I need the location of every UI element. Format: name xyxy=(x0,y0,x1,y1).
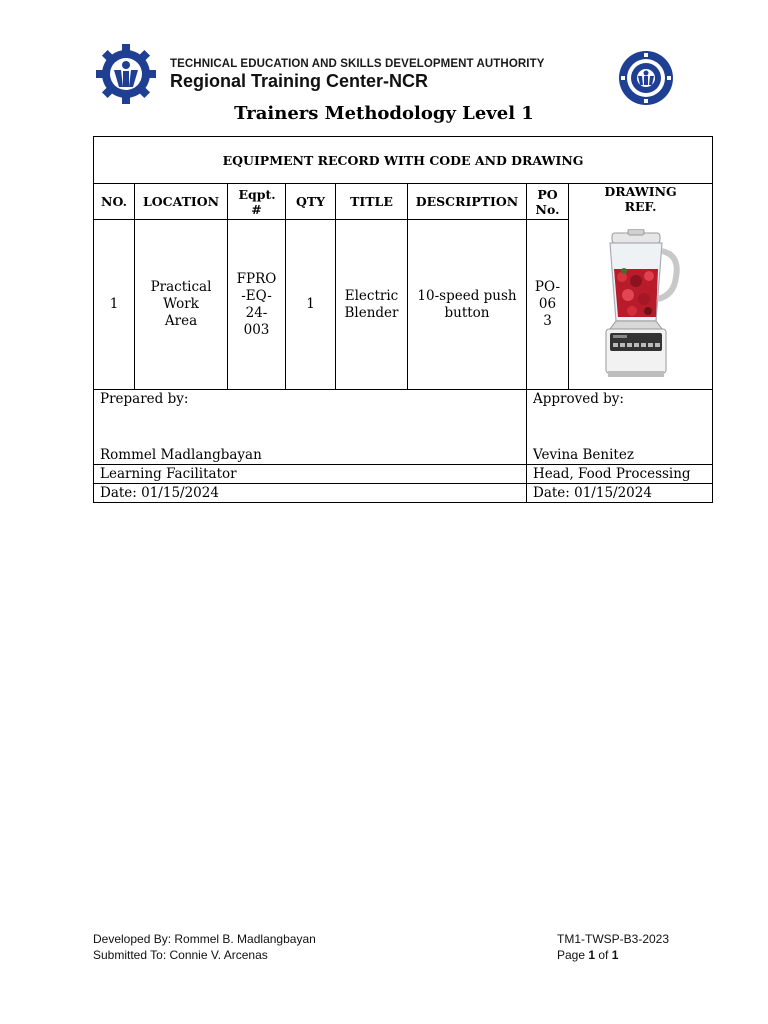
row-po xyxy=(527,220,569,390)
row-title xyxy=(336,220,408,390)
document-title: Trainers Methodology Level 1 xyxy=(234,103,534,124)
approved-date: Date: 01/15/2024 xyxy=(527,484,713,503)
header-eqpt xyxy=(228,184,286,220)
header-title: TITLE xyxy=(336,184,408,220)
page-of: of xyxy=(595,948,612,962)
approved-by-name: Vevina Benitez xyxy=(527,409,713,465)
page-label: Page xyxy=(557,948,589,962)
row-description-text: 10-speed push button xyxy=(417,287,517,321)
header-description: DESCRIPTION xyxy=(408,184,527,220)
blender-image xyxy=(602,229,682,379)
prepared-by-position: Learning Facilitator xyxy=(94,465,527,484)
row-eqpt-text: FPRO -EQ- 24- 003 xyxy=(236,270,277,338)
page-total: 1 xyxy=(611,948,619,962)
prepared-by-name: Rommel Madlangbayan xyxy=(94,409,527,465)
row-location xyxy=(135,220,228,390)
document-header xyxy=(0,0,768,110)
center-name: Regional Training Center-NCR xyxy=(170,71,429,91)
row-po-text: PO- 06 3 xyxy=(534,279,561,329)
header-drawing xyxy=(569,184,713,220)
row-description xyxy=(408,220,527,390)
row-eqpt xyxy=(228,220,286,390)
header-po-text: PO No. xyxy=(535,186,560,217)
approved-by-label: Approved by: xyxy=(527,390,713,409)
agency-name: TECHNICAL EDUCATION AND SKILLS DEVELOPMENT AUTHORITY xyxy=(170,58,545,70)
header-no: NO. xyxy=(94,184,135,220)
approved-by-position: Head, Food Processing xyxy=(527,465,713,484)
page-number: 1 xyxy=(588,948,596,962)
row-title-text: Electric Blender xyxy=(344,287,399,321)
table-caption: EQUIPMENT RECORD WITH CODE AND DRAWING xyxy=(94,137,713,184)
header-location: LOCATION xyxy=(135,184,228,220)
equipment-record-table xyxy=(93,136,713,503)
submitted-to: Submitted To: Connie V. Arcenas xyxy=(93,948,268,962)
footer-right xyxy=(557,931,669,963)
prepared-date: Date: 01/15/2024 xyxy=(94,484,527,503)
regional-seal-icon xyxy=(618,50,674,106)
document-code: TM1-TWSP-B3-2023 xyxy=(557,932,670,946)
footer-left xyxy=(93,931,316,963)
header-po xyxy=(527,184,569,220)
header-drawing-text: DRAWING REF. xyxy=(604,184,677,214)
prepared-by-label: Prepared by: xyxy=(94,390,527,409)
row-location-text: Practical Work Area xyxy=(150,279,212,329)
row-no: 1 xyxy=(94,220,135,390)
row-qty: 1 xyxy=(286,220,336,390)
header-qty: QTY xyxy=(286,184,336,220)
tesda-gear-logo-icon xyxy=(94,43,158,105)
developed-by: Developed By: Rommel B. Madlangbayan xyxy=(93,932,316,946)
header-eqpt-text: Eqpt. # xyxy=(238,186,276,217)
page-indicator xyxy=(557,947,669,963)
row-drawing xyxy=(569,220,713,390)
